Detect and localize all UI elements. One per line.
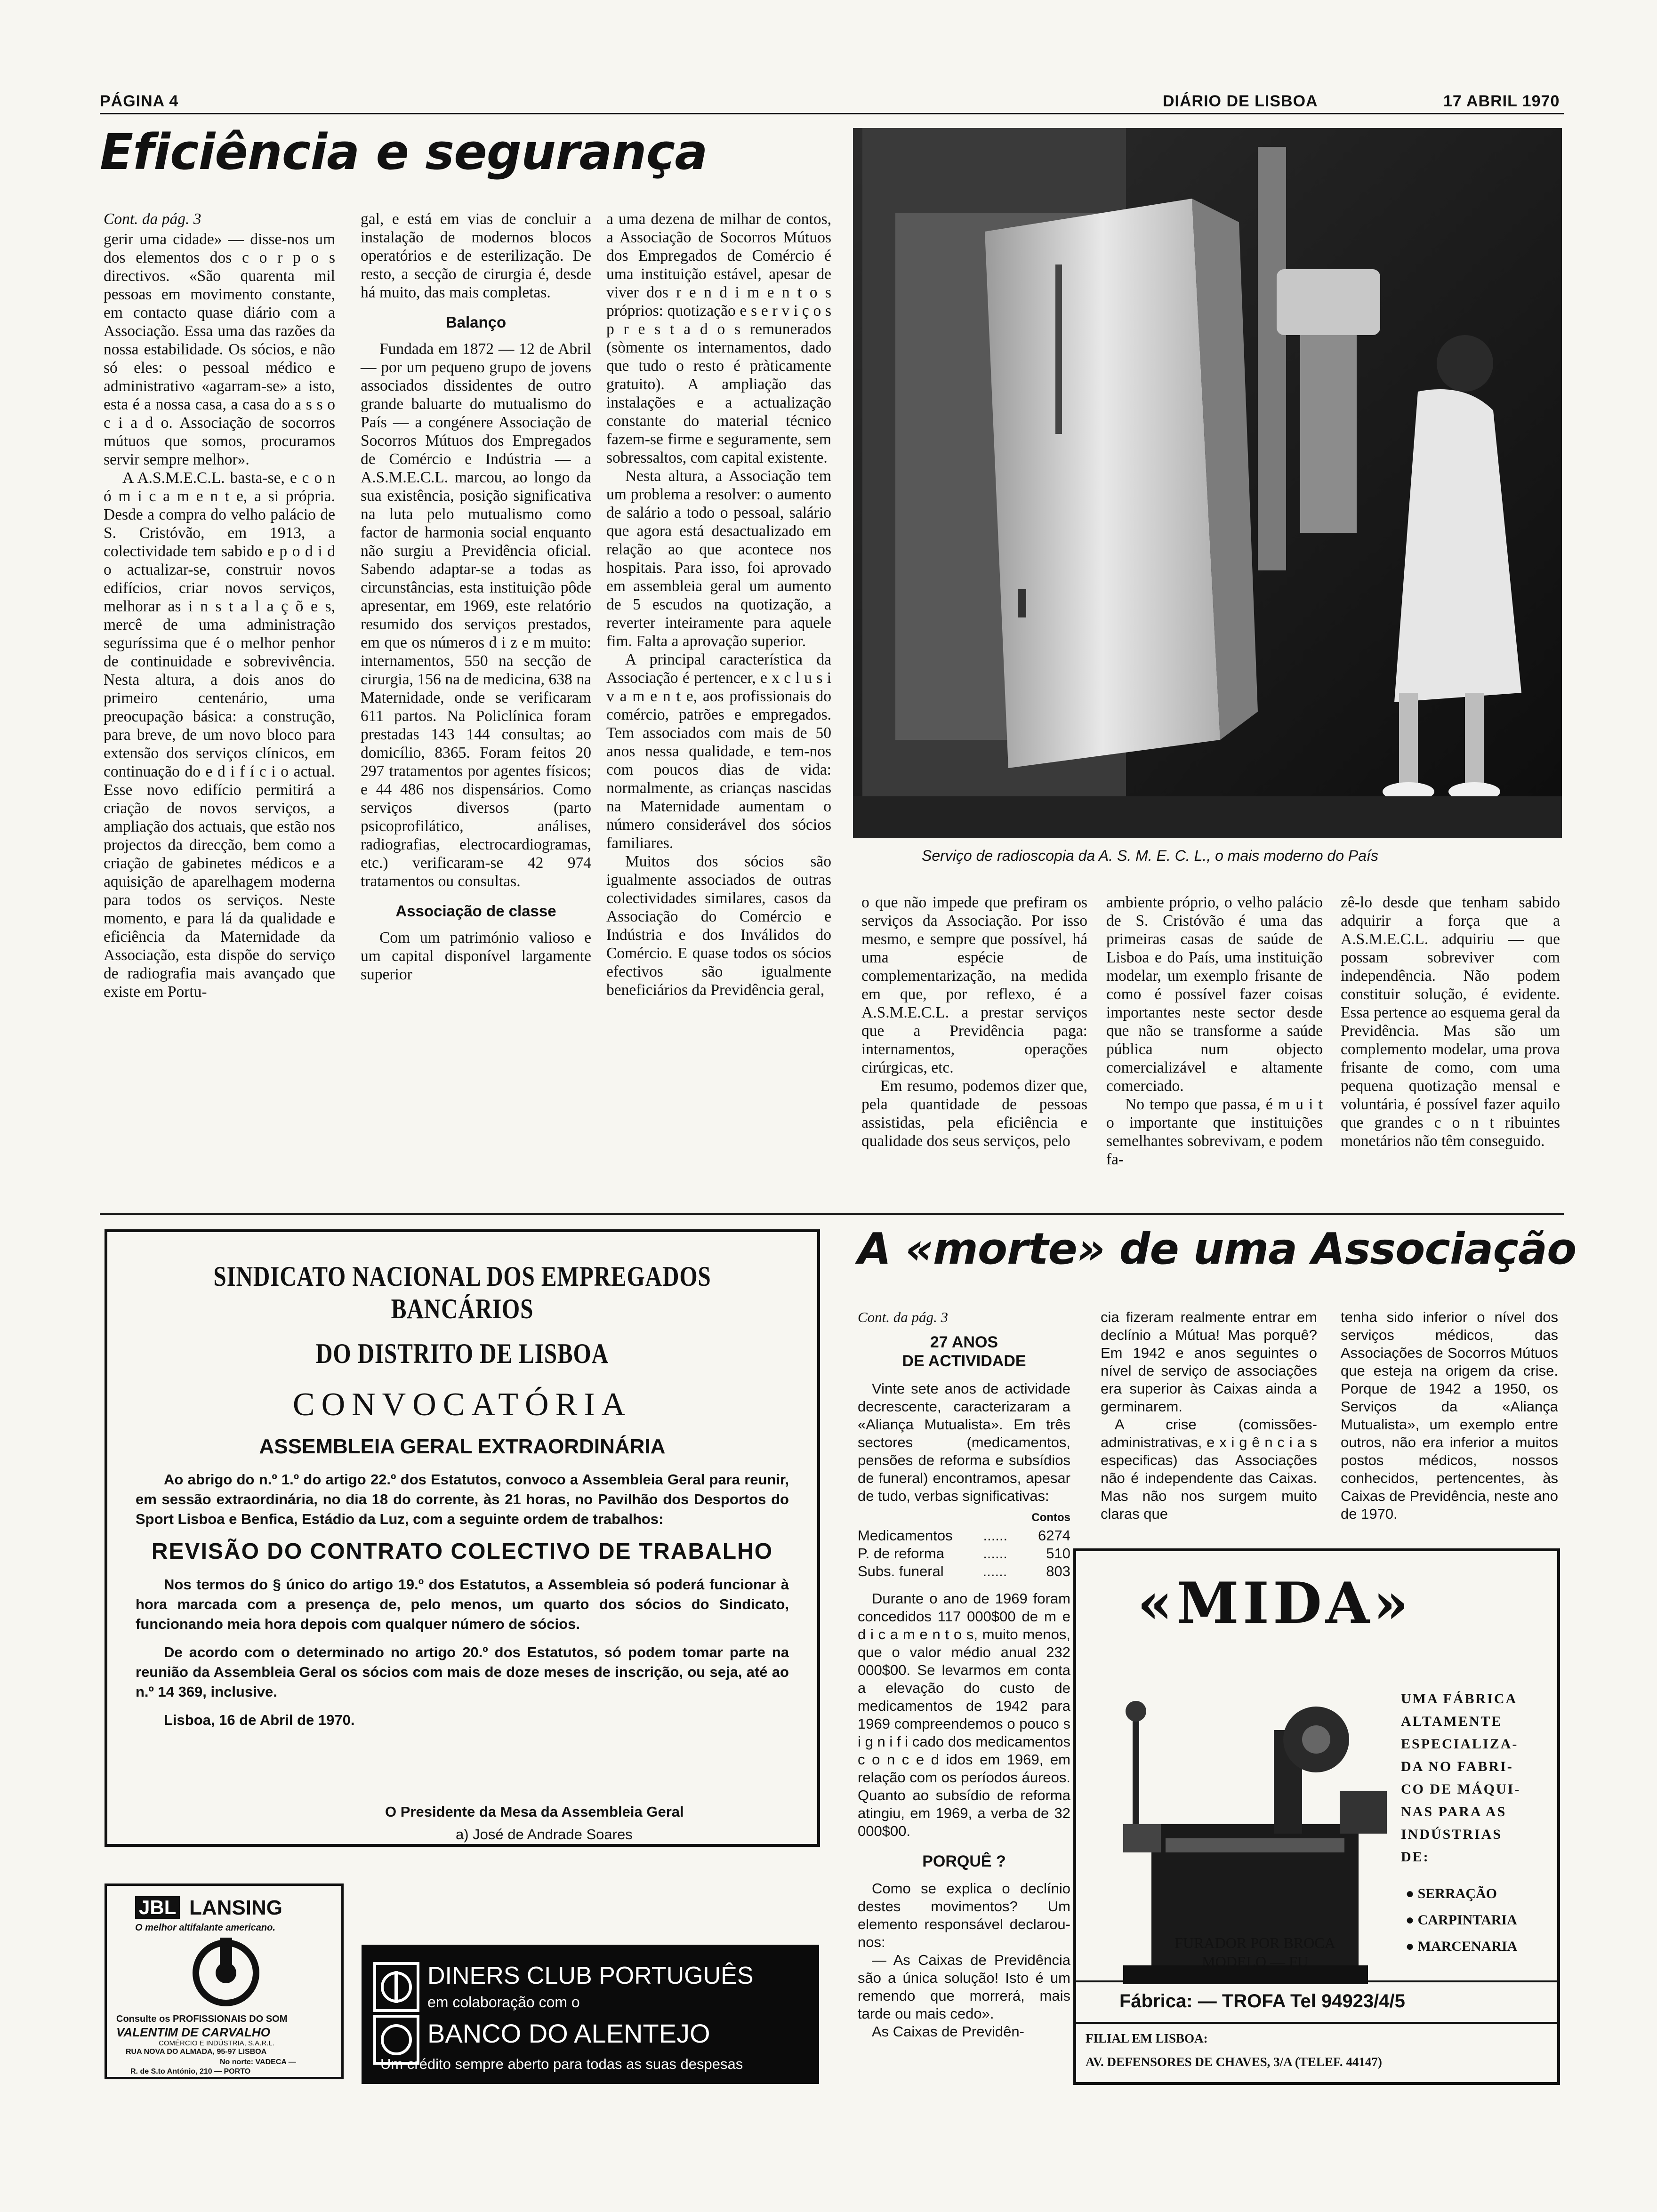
paragraph: o que não impede que prefiram os serviços da Associação. Por isso mesmo, e sempre que possível, há uma espécie de complementarização, na medida em que, por reflexo, é a A.S.M.E.C.L. a prestar serviços que a Previdência paga: internamentos, operações cirúrgicas, etc. bbox=[861, 894, 1087, 1076]
union-notice bbox=[105, 1229, 820, 1847]
paragraph: Em resumo, podemos dizer que, pela quantidade de pessoas assistidas, pela eficiência e qualidade dos seus serviços, pelo bbox=[861, 1077, 1087, 1150]
radioscopy-photo bbox=[853, 128, 1562, 838]
article-column-4 bbox=[861, 893, 1087, 1150]
paragraph: zê-lo desde que tenham sabido adquirir a força que a A.S.M.E.C.L. adquiriu — que possam sobreviver com independência. Não podem constituir solução, é evidente. Essa pertence ao esquema geral da Previdência. Mas são um complemento modelar, uma prova frisante de como, com uma pequena quotização mensal e voluntária, é possível fazer aquilo que grandes c o n t ribuintes monetários não têm conseguido. bbox=[1341, 894, 1560, 1150]
row-value: 803 bbox=[1046, 1563, 1070, 1579]
notice-paragraph: Ao abrigo do n.º 1.º do artigo 22.º dos Estatutos, convoco a Assembleia Geral para reunir, em sessão extraordinária, no dia 18 do corrente, às 21 horas, no Pavilhão dos Desportos do Sport Lisboa e Benfica, Estádio da Luz, com a seguinte ordem de trabalhos: bbox=[136, 1471, 789, 1527]
article-column-5 bbox=[1106, 893, 1323, 1169]
paragraph: Muitos dos sócios são igualmente associados de outras colectividades similares, casos da Associação do Comércio e Indústria e dos Inválidos do Comércio. E quase todos os sócios efectivos são igualmente beneficiários da Previdência geral, bbox=[606, 853, 831, 999]
tagline-line: INDÚSTRIAS bbox=[1401, 1827, 1503, 1842]
diners-logo-icon bbox=[373, 1962, 420, 2065]
subheading-porque: PORQUÊ ? bbox=[922, 1852, 1006, 1870]
figures-table bbox=[858, 1509, 1070, 1580]
paragraph: Com um património valioso e um capital disponível largamente superior bbox=[361, 929, 591, 983]
row-label: P. de reforma bbox=[858, 1545, 944, 1562]
paragraph: Vinte sete anos de actividade decrescente, caracterizaram a «Aliança Mutualista». Em três sectores (medicamentos, pensões de reforma e subsídios de funeral) encontramos, apesar de tudo, verbas significativas: bbox=[858, 1380, 1070, 1504]
caption-line: FURADOR POR BROCA bbox=[1174, 1934, 1335, 1951]
bullet-label: CARPINTARIA bbox=[1417, 1912, 1517, 1928]
diners-line3: BANCO DO ALENTEJO bbox=[427, 2019, 710, 2048]
paragraph: Nesta altura, a Associação tem um problema a resolver: o aumento de salário a todo o pessoal, salário que agora está desactualizado em relação ao que acontece nos hospitais. Para isso, foi aprovado em assembleia geral um aumento de 5 escudos na quotização, a reverter inteiramente para aquele fim. Falta a aprovação superior. bbox=[606, 467, 831, 650]
tagline-line: CO DE MÁQUI- bbox=[1401, 1781, 1521, 1797]
paragraph: ambiente próprio, o velho palácio de S. Cristóvão é uma das primeiras casas de saúde de Lisboa e do País, uma instituição modelar, um exemplo frisante de como é possível fazer coisas importantes neste sector desde que não se transforme a saúde pública num objecto comercializável e altamente comerciado. bbox=[1106, 894, 1323, 1095]
photo-illustration bbox=[853, 128, 1562, 838]
jbl-address: RUA NOVA DO ALMADA, 95-97 LISBOA bbox=[126, 2048, 267, 2056]
article2-column-1 bbox=[858, 1308, 1070, 2041]
notice-title-line1: SINDICATO NACIONAL DOS EMPREGADOS BANCÁRIOS bbox=[213, 1261, 711, 1324]
paragraph: A crise (comissões-administrativas, e x i g ê n c i a s especificas) das Associações não é independente das Caixas. Mas não nos surgem muito claras que bbox=[1101, 1416, 1317, 1522]
page-label: PÁGINA 4 bbox=[100, 92, 179, 110]
mida-advertisement bbox=[1073, 1548, 1560, 2085]
notice-paragraph: De acordo com o determinado no artigo 20.º dos Estatutos, só podem tomar parte na reunião da Assembleia Geral os sócios com mais de doze meses de inscrição, ou seja, até ao n.º 14 369, inclusive. bbox=[136, 1644, 789, 1700]
paragraph: gerir uma cidade» — disse-nos um dos elementos dos c o r p o s directivos. «São quarenta mil pessoas em movimento constante, em contacto quase diário com a Associação. Essa uma das razões da nossa estabilidade. Os sócios, e não só eles: o pessoal médico e administrativo «agarram-se» a isto, esta é a nossa casa, a casa do a s s o c i a d o. Associação de socorros mútuos que somos, procuramos servir sempre melhor». bbox=[104, 231, 335, 468]
article2-title: A «morte» de uma Associação bbox=[858, 1224, 1577, 1274]
row-dots: ...... bbox=[983, 1545, 1007, 1562]
paragraph: Durante o ano de 1969 foram concedidos 117 000$00 de m e d i c a m e n t o s, muito menos, que o valor médio anual 232 000$00. Se levarmos em conta a elevação do custo de medicamentos de 1942 para 1969 compreendemos o pouco s i g n i f i cado dos medicamentos c o n c e d idos em 1969, em relação com os períodos áureos. Quanto ao subsídio de reforma atingiu, em 1969, a verba de 32 000$00. bbox=[858, 1590, 1070, 1839]
diners-line4: Um crédito sempre aberto para todas as suas despesas bbox=[380, 2056, 743, 2072]
mida-factory: Fábrica: — TROFA Tel 94923/4/5 bbox=[1119, 1991, 1405, 2012]
tagline-line: UMA FÁBRICA bbox=[1401, 1691, 1518, 1707]
table-row bbox=[858, 1545, 1070, 1563]
table-row bbox=[858, 1563, 1070, 1580]
header-rule bbox=[100, 113, 1564, 114]
article-column-6 bbox=[1341, 893, 1560, 1150]
article-column-1 bbox=[104, 210, 335, 1001]
article-title: Eficiência e segurança bbox=[100, 123, 708, 181]
diners-advertisement bbox=[362, 1945, 819, 2084]
jbl-north: No norte: VADECA — bbox=[220, 2058, 296, 2066]
tagline-line: DA NO FABRI- bbox=[1401, 1759, 1513, 1774]
paragraph: A A.S.M.E.C.L. basta-se, e c o n ó m i c a m e n t e, a si própria. Desde a compra do velho palácio de S. Cristóvão, em 1913, a colectividade tem sabido e p o d i d o actualizar-se, construir novos edifícios, criar novos serviços, melhorar as i n s t a l a ç õ e s, mercê de uma administração seguríssima que é o melhor penhor de continuidade e sobrevivência. Nesta altura, a dois anos do primeiro centenário, uma preocupação básica: a construção, para breve, de um novo bloco para extensão dos serviços clínicos, em continuação do e d i f í c i o actual. Esse novo edifício permitirá a criação de novos serviços, a ampliação dos actuais, que estão nos projectos da direcção, bem como a criação de gabinetes médicos e a aquisição de aparelhagem moderna para todos os serviços. Neste momento, e para lá da qualidade e eficiência da Maternidade da Associação, esta dispõe do serviço de radiografia mais avançado que existe em Portu- bbox=[104, 469, 335, 1001]
table-header: Contos bbox=[1031, 1511, 1070, 1524]
article-column-3 bbox=[606, 210, 831, 999]
paragraph: Fundada em 1872 — 12 de Abril — por um pequeno grupo de jovens associados dissidentes de outro grande baluarte do mutualismo do País — a congénere Associação de Socorros Mútuos dos Empregados de Comércio e Indústria — a A.S.M.E.C.L. marcou, ao longo da sua existência, posição significativa na luta pelo mutualismo como factor de harmonia social enquanto não surgiu a Previdência oficial. Sabendo adaptar-se a todas as circunstâncias, esta instituição pôde apresentar, em 1969, este relatório resumido dos serviços prestados, em que os números d i z e m muito: internamentos, 550 na secção de cirurgia, 156 na de medicina, 638 na Maternidade, onde se verificaram 611 partos. Na Policlínica foram prestadas 143 144 consultas; ao domicílio, 8365. Foram feitos 20 297 tratamentos por agentes físicos; e 44 486 nos dispensários. Como serviços diversos (parto psicoprofilático, análises, radiografias, electrocardiogramas, etc.) verificaram-se 42 974 tratamentos ou consultas. bbox=[361, 340, 591, 890]
bullet-label: MARCENARIA bbox=[1417, 1939, 1518, 1954]
row-dots: ...... bbox=[983, 1527, 1008, 1544]
table-row bbox=[858, 1527, 1070, 1545]
article2-column-2 bbox=[1101, 1308, 1317, 1523]
mida-branch: FILIAL EM LISBOA: bbox=[1086, 2031, 1208, 2045]
notice-paragraph: Nos termos do § único do artigo 19.º dos Estatutos, a Assembleia só poderá funcionar à hora marcada com a presença de, pelo menos, um quarto dos sócios do Sindicato, funcionando meia hora depois com qualquer número de sócios. bbox=[136, 1576, 789, 1632]
bullet-item: ● CARPINTARIA bbox=[1406, 1912, 1517, 1928]
paragraph: cia fizeram realmente entrar em declínio a Mútua! Mas porquê? Em 1942 e anos seguintes o nível de serviço de associações era superior às Caixas ainda a germinarem. bbox=[1101, 1309, 1317, 1415]
notice-signature: a) José de Andrade Soares bbox=[456, 1826, 633, 1843]
subheading-associacao-classe: Associação de classe bbox=[395, 902, 556, 920]
section-rule bbox=[100, 1213, 1564, 1215]
notice-title-line2: DO DISTRITO DE LISBOA bbox=[316, 1338, 609, 1369]
issue-date: 17 ABRIL 1970 bbox=[1443, 92, 1560, 110]
article2-column-3 bbox=[1341, 1308, 1558, 1523]
paragraph: Como se explica o declínio destes movimentos? Um elemento responsável declarou-nos: bbox=[858, 1880, 1070, 1950]
mida-bullets bbox=[1406, 1881, 1517, 1960]
paragraph: — As Caixas de Previdência são a única solução! Isto é um remendo que morrerá, mais tarde ou mais cedo». bbox=[858, 1952, 1070, 2022]
notice-president: O Presidente da Mesa da Assembleia Geral bbox=[385, 1803, 684, 1820]
jbl-company-sub: COMÉRCIO E INDÚSTRIA, S.A.R.L. bbox=[159, 2039, 274, 2047]
mida-rule bbox=[1076, 2022, 1557, 2024]
newspaper-name: DIÁRIO DE LISBOA bbox=[1163, 92, 1318, 110]
notice-assembleia: ASSEMBLEIA GERAL EXTRAORDINÁRIA bbox=[259, 1435, 666, 1458]
speaker-logo-icon bbox=[191, 1938, 261, 2008]
jbl-company: VALENTIM DE CARVALHO bbox=[116, 2025, 270, 2039]
paragraph: As Caixas de Previdên- bbox=[872, 2023, 1024, 2040]
row-value: 6274 bbox=[1038, 1527, 1070, 1544]
article-column-2 bbox=[361, 210, 591, 984]
jbl-logo: JBL bbox=[135, 1896, 180, 1919]
bullet-item: ● MARCENARIA bbox=[1406, 1939, 1518, 1954]
mida-tagline bbox=[1401, 1688, 1520, 1868]
jbl-north-address: R. de S.to António, 210 — PORTO bbox=[130, 2068, 251, 2076]
machine-caption bbox=[1123, 1933, 1387, 1971]
paragraph: No tempo que passa, é m u i t o importante que instituições semelhantes sobrevivam, e podem fa- bbox=[1106, 1096, 1323, 1168]
row-dots: ...... bbox=[982, 1563, 1007, 1579]
row-value: 510 bbox=[1046, 1545, 1070, 1562]
mida-address: AV. DEFENSORES DE CHAVES, 3/A (TELEF. 44147) bbox=[1086, 2055, 1382, 2069]
photo-caption: Serviço de radioscopia da A. S. M. E. C. L., o mais moderno do País bbox=[922, 847, 1378, 864]
mida-title: «MIDA» bbox=[1137, 1570, 1413, 1636]
notice-convocatoria: CONVOCATÓRIA bbox=[292, 1387, 632, 1423]
notice-revisao: REVISÃO DO CONTRATO COLECTIVO DE TRABALHO bbox=[151, 1539, 773, 1564]
jbl-brand: LANSING bbox=[189, 1896, 282, 1919]
diners-line2: em colaboração com o bbox=[427, 1994, 580, 2011]
subheading-27-anos: 27 ANOS DE ACTIVIDADE bbox=[902, 1333, 1026, 1370]
caption-line: MODELO — FU bbox=[1202, 1953, 1308, 1970]
notice-date: Lisboa, 16 de Abril de 1970. bbox=[164, 1712, 355, 1728]
diners-line1: DINERS CLUB PORTUGUÊS bbox=[427, 1962, 754, 1989]
tagline-line: NAS PARA AS bbox=[1401, 1804, 1507, 1819]
paragraph: A principal característica da Associação é pertencer, e x c l u s i v a m e n t e, aos profissionais do comércio, patrões e empregados. Tem associados com mais de 50 anos nessa qualidade, e tem-nos com poucos dias de vida: normalmente, as crianças nascidas na Maternidade aumentam o número considerável dos sócios familiares. bbox=[606, 651, 831, 852]
row-label: Medicamentos bbox=[858, 1527, 953, 1544]
tagline-line: ALTAMENTE bbox=[1401, 1714, 1503, 1729]
paragraph: a uma dezena de milhar de contos, a Associação de Socorros Mútuos dos Empregados de Comércio é uma instituição estável, apesar de viver dos r e n d i m e n t o s próprios: quotização e s e r v i ç o s p r e s t a d o s remunerados (sòmente os internamentos, dado que tudo o resto é pràticamente gratuito). A ampliação das instalações e a actualização constante do material técnico fazem-se firme e seguramente, sem sobressaltos, com capital existente. bbox=[606, 210, 831, 466]
tagline-line: DE: bbox=[1401, 1849, 1430, 1865]
bullet-item: ● SERRAÇÃO bbox=[1406, 1886, 1497, 1901]
continued-note: Cont. da pág. 3 bbox=[858, 1309, 949, 1325]
jbl-tagline: O melhor altifalante americano. bbox=[135, 1923, 275, 1933]
continued-note: Cont. da pág. 3 bbox=[104, 210, 201, 228]
jbl-consult: Consulte os PROFISSIONAIS DO SOM bbox=[116, 2014, 288, 2024]
bullet-label: SERRAÇÃO bbox=[1417, 1886, 1497, 1901]
paragraph: tenha sido inferior o nível dos serviços médicos, das Associações de Socorros Mútuos que esteja na origem da crise. Porque de 1942 a 1950, os Serviços da «Aliança Mutualista», um exemplo entre outros, não era inferior a muitos postos médicos, nossos conhecidos, pertencentes, às Caixas de Previdência, neste ano de 1970. bbox=[1341, 1309, 1558, 1522]
tagline-line: ESPECIALIZA- bbox=[1401, 1736, 1519, 1752]
paragraph: gal, e está em vias de concluir a instalação de modernos blocos operatórios e de esterilização. De resto, a secção de cirurgia é, desde há muito, das mais completas. bbox=[361, 210, 591, 301]
jbl-advertisement bbox=[105, 1883, 344, 2079]
mida-rule bbox=[1076, 1980, 1557, 1982]
row-label: Subs. funeral bbox=[858, 1563, 944, 1579]
subheading-balanco: Balanço bbox=[445, 313, 507, 331]
